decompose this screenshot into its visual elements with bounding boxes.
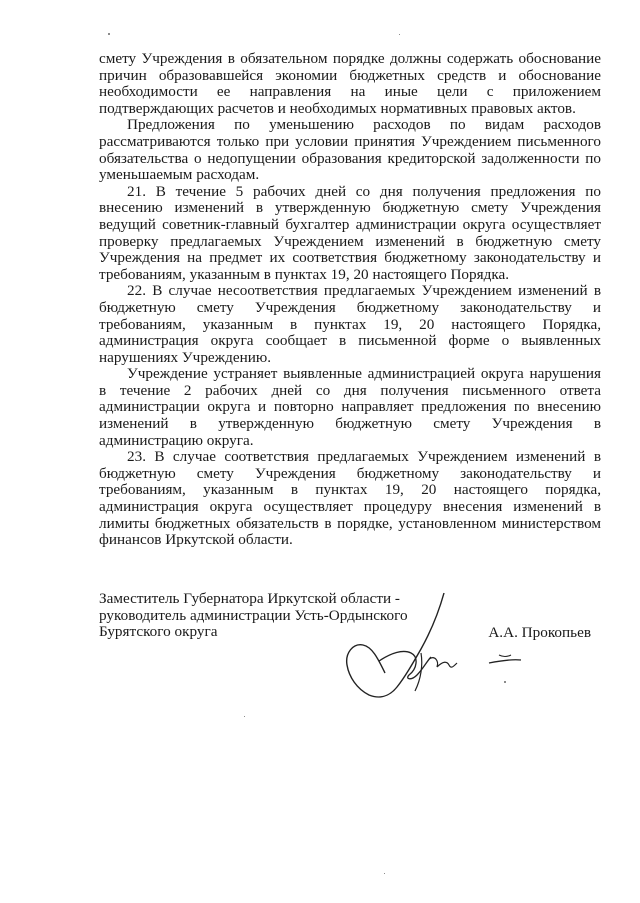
scan-speck xyxy=(244,716,245,717)
scan-speck xyxy=(108,33,110,35)
paragraph: 23. В случае соответствия предлагаемых Учреждением изменений в бюджетную смету Учреждения бюджетному законодательству и требованиям, указанным в пунктах 19, 20 настоящего порядка, администрация округа осуществляет процедуру внесения изменений в лимиты бюджетных обязательств в порядке, установленном министерством финансов Иркутской области. xyxy=(99,448,601,549)
paragraph: 21. В течение 5 рабочих дней со дня получения предложения по внесению изменений в утвержденную бюджетную смету Учреждения ведущий советник-главный бухгалтер администрации округа осуществляет проверку предлагаемых Учреждением изменений в бюджетную смету Учреждения на предмет их соответствия бюджетному законодательству и требованиям, указанным в пунктах 19, 20 настоящего Порядка. xyxy=(99,182,601,283)
document-body xyxy=(99,51,601,549)
signatory-position-line: Бурятского округа xyxy=(99,623,218,641)
signatory-position-line: Заместитель Губернатора Иркутской области - xyxy=(99,590,400,607)
signatory-position-line: руководитель администрации Усть-Ордынского xyxy=(99,606,408,624)
handwritten-signature xyxy=(339,591,529,701)
paragraph: Учреждение устраняет выявленные администрацией округа нарушения в течение 2 рабочих дней со дня получения письменного ответа администрации округа и повторно направляет предложения по внесению изменений в утвержденную бюджетную смету Учреждения в администрацию округа. xyxy=(99,365,601,449)
scan-speck xyxy=(384,873,385,874)
paragraph: смету Учреждения в обязательном порядке должны содержать обоснование причин образовавшейся экономии бюджетных средств и обоснование необходимости ее направления на иные цели с приложением подтверждающих расчетов и необходимых нормативных правовых актов. xyxy=(99,50,601,117)
scan-speck xyxy=(399,34,400,35)
paragraph: 22. В случае несоответствия предлагаемых Учреждением изменений в бюджетную смету Учреждения бюджетному законодательству и требованиям, указанным в пунктах 19, 20 настоящего Порядка, администрация округа сообщает в письменной форме о выявленных нарушениях Учреждению. xyxy=(99,282,601,366)
paragraph: Предложения по уменьшению расходов по видам расходов рассматриваются только при условии принятия Учреждением письменного обязательства о недопущении образования кредиторской задолженности по уменьшаемым расходам. xyxy=(99,116,601,184)
signature-block xyxy=(99,591,601,701)
signatory-name: А.А. Прокопьев xyxy=(488,624,591,641)
